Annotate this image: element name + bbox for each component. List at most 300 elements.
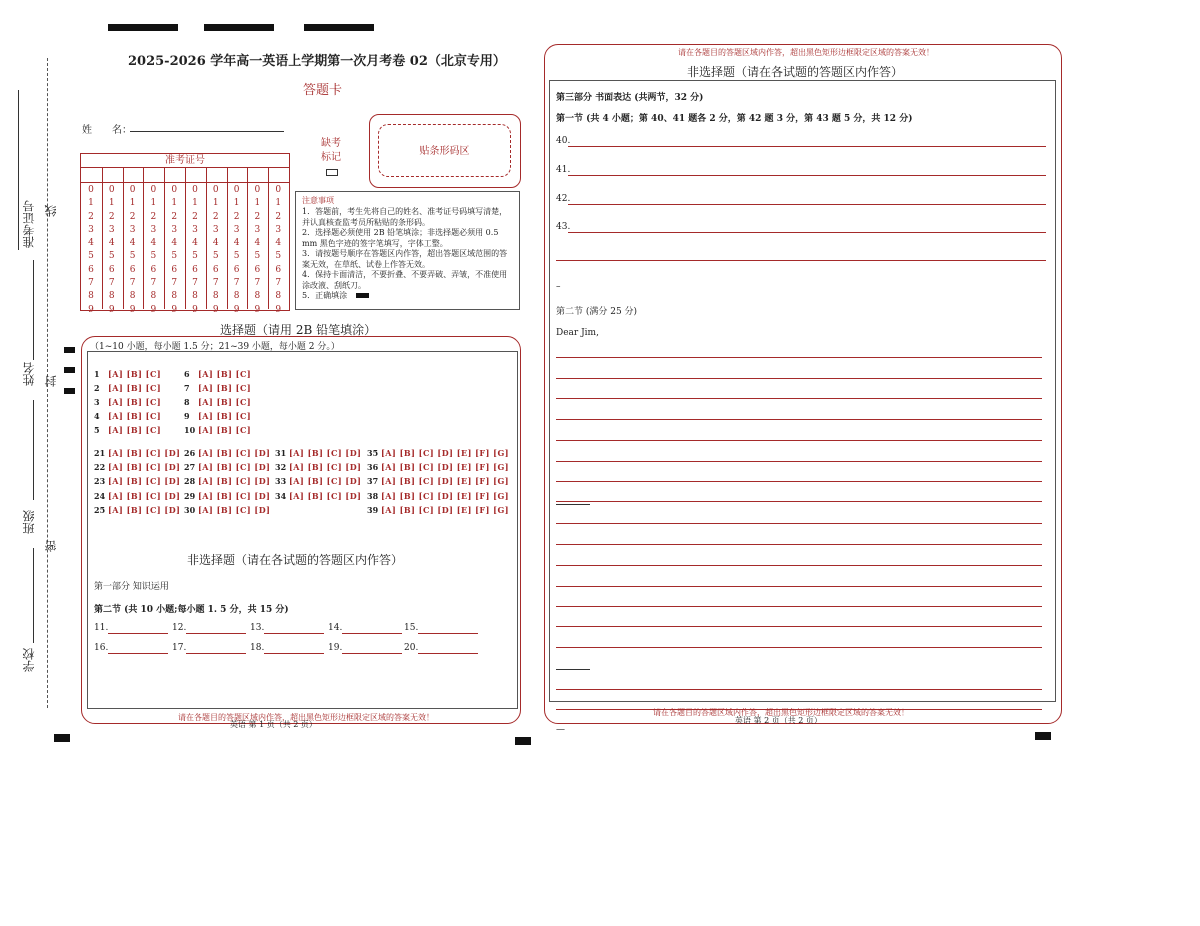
writing-line[interactable]: [556, 544, 1042, 545]
choice-row[interactable]: [94, 498, 181, 515]
digit-bubble[interactable]: 2: [212, 211, 219, 222]
choice-row[interactable]: [94, 455, 181, 472]
choice-row[interactable]: [184, 441, 271, 458]
question-number: 3: [94, 397, 100, 407]
grid-divider: [289, 167, 290, 309]
digit-bubble[interactable]: 4: [233, 238, 240, 249]
question-number: 22: [94, 462, 106, 472]
question-number: 38: [367, 491, 379, 501]
barcode-inner: [378, 124, 511, 177]
digit-bubble[interactable]: 6: [88, 264, 94, 275]
answer-bubbles[interactable]: [A] [B] [C] [D] [E] [F] [G]: [381, 448, 510, 458]
question-number: 34: [275, 491, 287, 501]
answer-bubbles[interactable]: [A] [B] [C] [D] [E] [F] [G]: [381, 491, 510, 501]
digit-bubble[interactable]: 8: [192, 291, 198, 302]
digit-bubble[interactable]: 1: [150, 198, 157, 209]
answer-bubbles[interactable]: [A] [B] [C]: [108, 397, 162, 407]
digit-bubble[interactable]: 6: [275, 264, 282, 275]
writing-line[interactable]: [556, 501, 1042, 502]
choice-row[interactable]: [184, 390, 252, 407]
alignment-mark: [64, 388, 75, 394]
exam-id-digit-column[interactable]: [247, 184, 267, 317]
answer-bubbles[interactable]: [A] [B] [C]: [198, 383, 252, 393]
choice-row[interactable]: [94, 418, 162, 435]
question-number: 28: [184, 476, 196, 486]
choice-row[interactable]: [94, 484, 181, 501]
blank-answer-line[interactable]: [418, 653, 478, 654]
question-number: 23: [94, 476, 106, 486]
writing-line[interactable]: [556, 419, 1042, 420]
blank-answer-line[interactable]: [342, 633, 402, 634]
seal-label: 线: [44, 205, 58, 217]
choice-row[interactable]: [184, 498, 271, 515]
digit-bubble[interactable]: 4: [129, 238, 136, 249]
side-name-label: 姓名: [22, 362, 36, 386]
exam-id-digit-column[interactable]: [227, 184, 247, 317]
question-number: 5: [94, 425, 100, 435]
section1-right-label: 第一节 (共 4 小题；第 40、41 题各 2 分，第 42 题 3 分，第 43 题 5 分，共 12 分): [556, 114, 913, 124]
digit-bubble[interactable]: 9: [192, 304, 198, 315]
question-number: 27: [184, 462, 196, 472]
footer-left: 英语 第 1 页（共 2 页）: [230, 720, 317, 729]
greeting: Dear Jim,: [556, 328, 599, 338]
nonchoice-title-left: 非选择题（请在各试题的答题区内作答）: [187, 553, 404, 567]
answer-bubbles[interactable]: [A] [B] [C] [D]: [289, 462, 362, 472]
choice-row[interactable]: [184, 418, 252, 435]
digit-bubble[interactable]: 3: [275, 224, 282, 235]
answer-bubbles[interactable]: [A] [B] [C] [D]: [198, 505, 271, 515]
answer-bubbles[interactable]: [A] [B] [C] [D]: [108, 491, 181, 501]
digit-bubble[interactable]: 9: [108, 304, 115, 315]
digit-bubble[interactable]: 0: [233, 185, 240, 195]
blank-label: 13.: [250, 623, 265, 633]
digit-bubble[interactable]: 3: [192, 224, 198, 235]
writing-line[interactable]: [556, 357, 1042, 358]
digit-bubble[interactable]: 8: [254, 291, 261, 302]
choice-row[interactable]: [367, 455, 510, 472]
digit-bubble[interactable]: 0: [275, 185, 282, 195]
digit-bubble[interactable]: 5: [108, 251, 115, 262]
alignment-mark: [64, 347, 75, 353]
short-line: [556, 504, 590, 505]
q40-answer-line[interactable]: [568, 146, 1046, 147]
blank-answer-line[interactable]: [264, 653, 324, 654]
note-item: 5．正确填涂: [302, 291, 348, 300]
digit-bubble[interactable]: 2: [150, 211, 157, 222]
answer-bubbles[interactable]: [A] [B] [C] [D]: [198, 462, 271, 472]
exam-id-digit-column[interactable]: [81, 184, 101, 317]
digit-bubble[interactable]: 8: [275, 291, 282, 302]
digit-bubble[interactable]: 3: [150, 224, 157, 235]
choice-row[interactable]: [275, 469, 362, 486]
absent-mark-label: [321, 137, 341, 165]
digit-bubble[interactable]: 2: [192, 211, 198, 222]
question-number: 29: [184, 491, 196, 501]
answer-bubbles[interactable]: [A] [B] [C]: [108, 425, 162, 435]
choice-row[interactable]: [184, 376, 252, 393]
absent-label-2: 标记: [321, 152, 341, 163]
blank-answer-line[interactable]: [264, 633, 324, 634]
digit-bubble[interactable]: 6: [254, 264, 261, 275]
digit-bubble[interactable]: 9: [150, 304, 157, 315]
filled-example-mark: [356, 293, 369, 298]
alignment-mark: [304, 24, 374, 31]
digit-bubble[interactable]: 9: [88, 304, 94, 315]
digit-bubble[interactable]: 5: [275, 251, 282, 262]
digit-bubble[interactable]: 5: [192, 251, 198, 262]
digit-bubble[interactable]: 3: [108, 224, 115, 235]
question-number: 4: [94, 411, 100, 421]
note-item: 3．请按题号顺序在答题区内作答，超出答题区域范围的答案无效，在草纸、试卷上作答无效。: [302, 249, 508, 269]
footer-right: 英语 第 2 页（共 2 页）: [735, 716, 822, 725]
exam-id-title: 准考证号: [81, 154, 289, 168]
digit-bubble[interactable]: 8: [171, 291, 178, 302]
page-title: 2025-2026 学年高一英语上学期第一次月考卷 02（北京专用）: [128, 54, 506, 69]
digit-bubble[interactable]: 4: [275, 238, 282, 249]
section2-right-label: 第二节 (满分 25 分): [556, 307, 638, 317]
digit-bubble[interactable]: 0: [192, 185, 198, 195]
digit-bubble[interactable]: 7: [171, 278, 178, 289]
exam-id-digit-column[interactable]: [164, 184, 184, 317]
digit-bubble[interactable]: 6: [212, 264, 219, 275]
digit-bubble[interactable]: 9: [212, 304, 219, 315]
choice-row[interactable]: [367, 498, 510, 515]
q42-label: 42.: [556, 194, 571, 204]
q43-label: 43.: [556, 222, 571, 232]
choice-row[interactable]: [184, 484, 271, 501]
exam-id-digit-column[interactable]: [185, 184, 205, 317]
choice-row[interactable]: [184, 469, 271, 486]
answer-bubbles[interactable]: [A] [B] [C] [D]: [198, 491, 271, 501]
question-number: 21: [94, 448, 106, 458]
digit-bubble[interactable]: 7: [275, 278, 282, 289]
seal-label: 密: [44, 540, 58, 552]
digit-bubble[interactable]: 5: [88, 251, 94, 262]
digit-bubble[interactable]: 7: [129, 278, 136, 289]
digit-bubble[interactable]: 8: [150, 291, 157, 302]
name-field[interactable]: [130, 131, 284, 132]
side-line: [33, 260, 34, 360]
digit-bubble[interactable]: 9: [129, 304, 136, 315]
digit-bubble[interactable]: 6: [150, 264, 157, 275]
digit-bubble[interactable]: 0: [254, 185, 261, 195]
answer-bubbles[interactable]: [A] [B] [C] [D]: [108, 462, 181, 472]
writing-line[interactable]: [556, 398, 1042, 399]
answer-bubbles[interactable]: [A] [B] [C] [D]: [108, 476, 181, 486]
question-number: 1: [94, 369, 100, 379]
blank-label: 11.: [94, 623, 109, 633]
answer-bubbles[interactable]: [A] [B] [C] [D]: [108, 505, 181, 515]
alignment-mark: [515, 737, 531, 745]
seal-label: 封: [44, 375, 58, 387]
writing-line[interactable]: [556, 440, 1042, 441]
notes-box: [295, 191, 520, 310]
alignment-mark: [1035, 732, 1051, 740]
digit-bubble[interactable]: 5: [171, 251, 178, 262]
choice-instruction: （1~10 小题，每小题 1.5 分；21~39 小题，每小题 2 分。）: [90, 342, 340, 352]
dash-mark: –: [556, 282, 561, 292]
digit-bubble[interactable]: 6: [233, 264, 240, 275]
writing-line[interactable]: [556, 626, 1042, 627]
side-line: [33, 400, 34, 500]
choice-row[interactable]: [94, 362, 162, 379]
writing-line[interactable]: [556, 689, 1042, 690]
digit-bubble[interactable]: 1: [129, 198, 136, 209]
question-number: 33: [275, 476, 287, 486]
warning-left: 请在各题目的答题区域内作答，超出黑色矩形边框限定区域的答案无效！: [178, 713, 434, 722]
answer-bubbles[interactable]: [A] [B] [C] [D]: [289, 476, 362, 486]
digit-bubble[interactable]: 8: [88, 291, 94, 302]
choice-row[interactable]: [275, 484, 362, 501]
digit-bubble[interactable]: 3: [233, 224, 240, 235]
digit-bubble[interactable]: 7: [108, 278, 115, 289]
digit-bubble[interactable]: 1: [212, 198, 219, 209]
note-item: 1．答题前，考生先将自己的姓名、准考证号码填写清楚，并认真核查监考员所粘贴的条形码。: [302, 207, 508, 227]
name-label: 姓 名：: [82, 125, 132, 136]
digit-bubble[interactable]: 6: [192, 264, 198, 275]
answer-bubbles[interactable]: [A] [B] [C]: [198, 425, 252, 435]
writing-line[interactable]: [556, 565, 1042, 566]
choice-row[interactable]: [94, 441, 181, 458]
page-dash: —: [556, 725, 565, 735]
alignment-mark: [54, 734, 70, 742]
choice-row[interactable]: [184, 362, 252, 379]
digit-bubble[interactable]: 8: [233, 291, 240, 302]
blank-label: 14.: [328, 623, 343, 633]
note-item: 2．选择题必须使用 2B 铅笔填涂；非选择题必须用 0.5 mm 黑色字迹的签字笔填写，字体工整。: [302, 228, 499, 248]
digit-bubble[interactable]: 5: [129, 251, 136, 262]
digit-bubble[interactable]: 5: [233, 251, 240, 262]
question-number: 37: [367, 476, 379, 486]
digit-bubble[interactable]: 2: [233, 211, 240, 222]
question-number: 31: [275, 448, 287, 458]
digit-bubble[interactable]: 3: [212, 224, 219, 235]
answer-bubbles[interactable]: [A] [B] [C] [D] [E] [F] [G]: [381, 476, 510, 486]
absent-checkbox[interactable]: [326, 169, 338, 176]
blank-label: 16.: [94, 643, 109, 653]
question-number: 35: [367, 448, 379, 458]
side-school-label: 学校: [22, 648, 36, 672]
writing-line[interactable]: [556, 481, 1042, 482]
section2-left-label: 第二节 (共 10 小题;每小题 1. 5 分，共 15 分): [94, 605, 289, 615]
part3-label: 第三部分 书面表达 (共两节，32 分): [556, 93, 704, 103]
digit-bubble[interactable]: 5: [212, 251, 219, 262]
note-item: 4．保持卡面清洁，不要折叠、不要弄破、弄皱，不准使用涂改液、刮纸刀。: [302, 270, 508, 290]
digit-bubble[interactable]: 2: [129, 211, 136, 222]
digit-bubble[interactable]: 0: [171, 185, 178, 195]
choice-row[interactable]: [94, 469, 181, 486]
answer-bubbles[interactable]: [A] [B] [C]: [198, 369, 252, 379]
choice-row[interactable]: [275, 455, 362, 472]
digit-bubble[interactable]: 2: [171, 211, 178, 222]
digit-bubble[interactable]: 9: [171, 304, 178, 315]
digit-bubble[interactable]: 7: [88, 278, 94, 289]
blank-answer-line[interactable]: [418, 633, 478, 634]
blank-label: 18.: [250, 643, 265, 653]
blank-label: 19.: [328, 643, 343, 653]
digit-bubble[interactable]: 8: [212, 291, 219, 302]
blank-answer-line[interactable]: [186, 633, 246, 634]
digit-bubble[interactable]: 9: [233, 304, 240, 315]
digit-bubble[interactable]: 3: [129, 224, 136, 235]
digit-bubble[interactable]: 2: [88, 211, 94, 222]
blank-answer-line[interactable]: [108, 653, 168, 654]
digit-bubble[interactable]: 0: [212, 185, 219, 195]
answer-bubbles[interactable]: [A] [B] [C]: [108, 411, 162, 421]
digit-bubble[interactable]: 4: [88, 238, 94, 249]
exam-id-digit-column[interactable]: [206, 184, 226, 317]
choice-row[interactable]: [184, 455, 271, 472]
digit-bubble[interactable]: 5: [150, 251, 157, 262]
blank-answer-line[interactable]: [342, 653, 402, 654]
digit-bubble[interactable]: 8: [108, 291, 115, 302]
side-line: [18, 90, 19, 250]
side-exam-id-label: 准考证号: [22, 200, 36, 248]
digit-bubble[interactable]: 0: [129, 185, 136, 195]
blank-label: 20.: [404, 643, 419, 653]
question-number: 36: [367, 462, 379, 472]
q40-label: 40.: [556, 136, 571, 146]
writing-line[interactable]: [556, 647, 1042, 648]
answer-bubbles[interactable]: [A] [B] [C] [D]: [198, 448, 271, 458]
digit-bubble[interactable]: 7: [212, 278, 219, 289]
digit-bubble[interactable]: 6: [171, 264, 178, 275]
digit-bubble[interactable]: 3: [254, 224, 261, 235]
question-number: 25: [94, 505, 106, 515]
warning-right-top: 请在各题目的答题区域内作答，超出黑色矩形边框限定区域的答案无效！: [678, 48, 934, 57]
digit-bubble[interactable]: 0: [150, 185, 157, 195]
answer-bubbles[interactable]: [A] [B] [C] [D] [E] [F] [G]: [381, 462, 510, 472]
part1-label: 第一部分 知识运用: [94, 582, 169, 592]
digit-bubble[interactable]: 6: [129, 264, 136, 275]
digit-bubble[interactable]: 4: [192, 238, 198, 249]
q41-answer-line[interactable]: [568, 175, 1046, 176]
q42-answer-line[interactable]: [568, 204, 1046, 205]
digit-bubble[interactable]: 3: [88, 224, 94, 235]
blank-label: 12.: [172, 623, 187, 633]
question-number: 7: [184, 383, 190, 393]
right-inner-frame: [549, 80, 1056, 702]
exam-id-digit-column[interactable]: [123, 184, 143, 317]
digit-bubble[interactable]: 5: [254, 251, 261, 262]
question-number: 32: [275, 462, 287, 472]
digit-bubble[interactable]: 9: [275, 304, 282, 315]
choice-row[interactable]: [367, 469, 510, 486]
exam-id-digit-column[interactable]: [268, 184, 288, 317]
question-number: 9: [184, 411, 190, 421]
digit-bubble[interactable]: 7: [254, 278, 261, 289]
digit-bubble[interactable]: 1: [108, 198, 115, 209]
side-class-label: 班级: [22, 510, 36, 534]
notes-title: 注意事项: [302, 196, 334, 205]
digit-bubble[interactable]: 8: [129, 291, 136, 302]
answer-bubbles[interactable]: [A] [B] [C]: [198, 397, 252, 407]
question-number: 8: [184, 397, 190, 407]
digit-bubble[interactable]: 7: [150, 278, 157, 289]
blank-answer-line[interactable]: [186, 653, 246, 654]
answer-bubbles[interactable]: [A] [B] [C]: [108, 383, 162, 393]
digit-bubble[interactable]: 1: [88, 198, 94, 209]
warning-right-bottom: 请在各题目的答题区域内作答，超出黑色矩形边框限定区域的答案无效！: [653, 708, 909, 717]
blank-label: 15.: [404, 623, 419, 633]
answer-bubbles[interactable]: [A] [B] [C]: [108, 369, 162, 379]
answer-bubbles[interactable]: [A] [B] [C] [D]: [108, 448, 181, 458]
exam-id-digit-column[interactable]: [102, 184, 122, 317]
short-line: [556, 669, 590, 670]
digit-bubble[interactable]: 1: [254, 198, 261, 209]
writing-line[interactable]: [556, 586, 1042, 587]
side-line: [33, 548, 34, 643]
alignment-mark: [108, 24, 178, 31]
digit-bubble[interactable]: 4: [108, 238, 115, 249]
blank-answer-line[interactable]: [108, 633, 168, 634]
choice-title: 选择题（请用 2B 铅笔填涂）: [220, 323, 377, 337]
digit-bubble[interactable]: 4: [254, 238, 261, 249]
writing-line[interactable]: [556, 461, 1042, 462]
q43-answer-line-2[interactable]: [556, 260, 1046, 261]
alignment-mark: [204, 24, 274, 31]
q43-answer-line[interactable]: [568, 232, 1046, 233]
question-number: 6: [184, 369, 190, 379]
blank-label: 17.: [172, 643, 187, 653]
answer-bubbles[interactable]: [A] [B] [C] [D]: [289, 491, 362, 501]
answer-bubbles[interactable]: [A] [B] [C] [D]: [198, 476, 271, 486]
digit-bubble[interactable]: 0: [88, 185, 94, 195]
question-number: 24: [94, 491, 106, 501]
digit-bubble[interactable]: 1: [233, 198, 240, 209]
digit-bubble[interactable]: 6: [108, 264, 115, 275]
digit-bubble[interactable]: 7: [233, 278, 240, 289]
choice-row[interactable]: [275, 441, 362, 458]
digit-bubble[interactable]: 1: [171, 198, 178, 209]
digit-bubble[interactable]: 1: [275, 198, 282, 209]
answer-bubbles[interactable]: [A] [B] [C]: [198, 411, 252, 421]
exam-id-digit-column[interactable]: [143, 184, 163, 317]
digit-bubble[interactable]: 2: [275, 211, 282, 222]
choice-row[interactable]: [367, 441, 510, 458]
answer-bubbles[interactable]: [A] [B] [C] [D]: [289, 448, 362, 458]
question-number: 10: [184, 425, 196, 435]
page-subtitle: 答题卡: [303, 83, 343, 98]
digit-bubble[interactable]: 2: [254, 211, 261, 222]
answer-bubbles[interactable]: [A] [B] [C] [D] [E] [F] [G]: [381, 505, 510, 515]
digit-bubble[interactable]: 1: [192, 198, 198, 209]
choice-row[interactable]: [94, 404, 162, 421]
barcode-label: 贴条形码区: [419, 146, 470, 157]
choice-row[interactable]: [367, 484, 510, 501]
digit-bubble[interactable]: 7: [192, 278, 198, 289]
choice-row[interactable]: [94, 390, 162, 407]
digit-bubble[interactable]: 2: [108, 211, 115, 222]
writing-line[interactable]: [556, 606, 1042, 607]
digit-bubble[interactable]: 3: [171, 224, 178, 235]
writing-line[interactable]: [556, 378, 1042, 379]
writing-line[interactable]: [556, 523, 1042, 524]
question-number: 39: [367, 505, 379, 515]
question-number: 2: [94, 383, 100, 393]
alignment-mark: [64, 367, 75, 373]
digit-bubble[interactable]: 9: [254, 304, 261, 315]
choice-row[interactable]: [184, 404, 252, 421]
digit-bubble[interactable]: 0: [108, 185, 115, 195]
question-number: 26: [184, 448, 196, 458]
digit-bubble[interactable]: 4: [171, 238, 178, 249]
digit-bubble[interactable]: 4: [150, 238, 157, 249]
absent-label-1: 缺考: [321, 138, 341, 149]
choice-row[interactable]: [94, 376, 162, 393]
nonchoice-title-right: 非选择题（请在各试题的答题区内作答）: [687, 65, 904, 79]
digit-bubble[interactable]: 4: [212, 238, 219, 249]
